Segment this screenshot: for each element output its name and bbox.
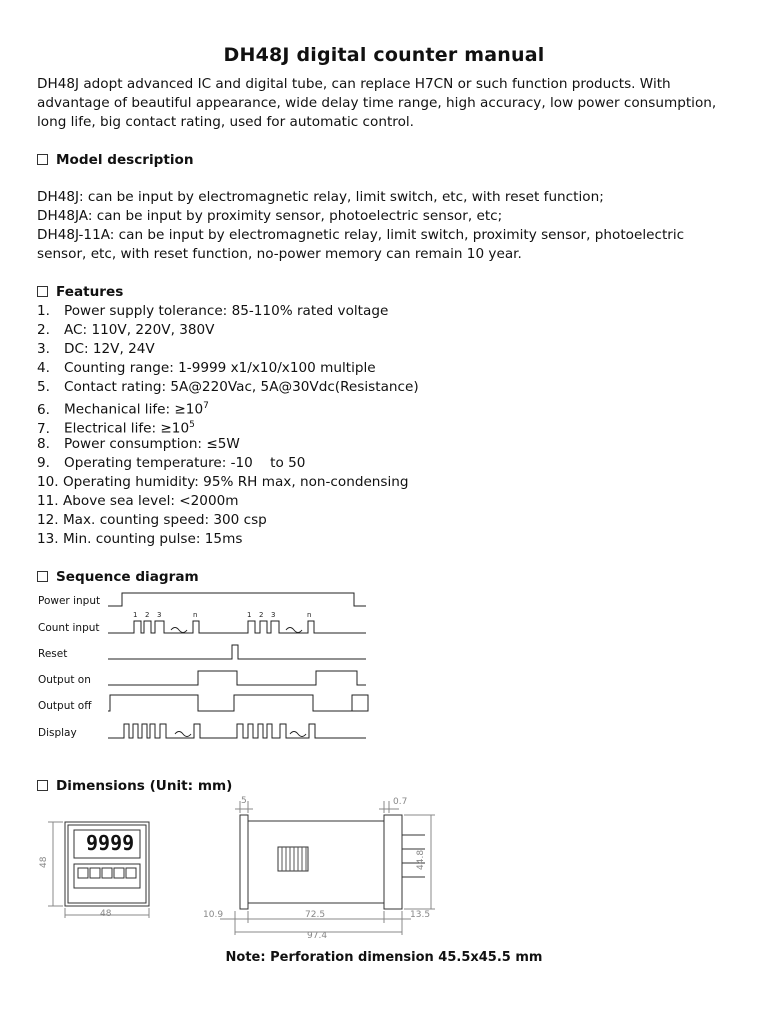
pulse-number: 3 bbox=[271, 611, 276, 619]
dim-top-left-label: 5 bbox=[241, 796, 247, 806]
display-value: 9999 bbox=[86, 831, 135, 855]
list-item: 7. Electrical life: $\ge 10^5$ bbox=[37, 420, 195, 437]
list-item: 8. Power consumption: ≤5W bbox=[37, 436, 240, 452]
dim-right-label: 13.5 bbox=[410, 910, 431, 920]
model-line: DH48JA: can be input by proximity sensor, photoelectric sensor, etc; bbox=[37, 208, 503, 224]
pulse-number: n bbox=[307, 611, 312, 619]
pulse-number: 2 bbox=[259, 611, 264, 619]
list-item: 10. Operating humidity: 95% RH max, non-condensing bbox=[37, 474, 409, 490]
output-off-wave bbox=[108, 695, 368, 711]
checkbox-icon bbox=[37, 571, 48, 582]
model-line: DH48J-11A: can be input by electromagnetic relay, limit switch, proximity sensor, photoelectric sensor, etc, with reset function, no-power memory can remain 10 year. bbox=[37, 227, 685, 262]
front-width-label: 48 bbox=[100, 909, 112, 919]
tilde-icon bbox=[290, 732, 306, 737]
label-count-input: Count input bbox=[38, 622, 100, 634]
list-item: 5. Contact rating: 5A@220Vac, 5A@30Vdc(Resistance) bbox=[37, 379, 419, 395]
list-item: 4. Counting range: 1-9999 x1/x10/x100 multiple bbox=[37, 360, 376, 376]
checkbox-icon bbox=[37, 154, 48, 165]
features-list bbox=[37, 302, 419, 549]
model-description bbox=[37, 188, 737, 264]
pulse-number: n bbox=[193, 611, 198, 619]
count-input-wave bbox=[108, 621, 366, 633]
label-display: Display bbox=[38, 727, 77, 739]
dim-top-right-label: 0.7 bbox=[393, 797, 408, 807]
features-heading: Features bbox=[37, 283, 123, 302]
list-item: 13. Min. counting pulse: 15ms bbox=[37, 531, 243, 547]
pulse-number: 2 bbox=[145, 611, 150, 619]
display-wave bbox=[108, 724, 366, 738]
list-item: 12. Max. counting speed: 300 csp bbox=[37, 512, 267, 528]
dim-body-label: 72.5 bbox=[305, 910, 326, 920]
checkbox-icon bbox=[37, 780, 48, 791]
label-output-off: Output off bbox=[38, 700, 92, 712]
output-on-wave bbox=[108, 671, 366, 685]
list-item: 2. AC: 110V, 220V, 380V bbox=[37, 322, 215, 338]
label-power-input: Power input bbox=[38, 595, 101, 607]
pulse-number: 1 bbox=[247, 611, 252, 619]
dim-total-label: 97.4 bbox=[307, 931, 328, 941]
front-height-label: 48 bbox=[39, 856, 49, 868]
power-input-wave bbox=[108, 593, 366, 606]
tilde-icon bbox=[171, 628, 187, 633]
sequence-diagram bbox=[100, 588, 380, 748]
list-item: 3. DC: 12V, 24V bbox=[37, 341, 155, 357]
perforation-note: Note: Perforation dimension 45.5x45.5 mm bbox=[225, 950, 543, 965]
checkbox-icon bbox=[37, 286, 48, 297]
model-heading: Model description bbox=[37, 151, 194, 170]
label-reset: Reset bbox=[38, 648, 68, 660]
tilde-icon bbox=[175, 732, 191, 737]
dim-left-label: 10.9 bbox=[203, 910, 224, 920]
sequence-heading: Sequence diagram bbox=[37, 568, 199, 587]
intro-paragraph: DH48J adopt advanced IC and digital tube, can replace H7CN or such function products. With advantage of beautiful appearance, wide delay time range, high accuracy, low power consumption, long life, big contact rating, used for automatic control. bbox=[37, 76, 717, 130]
pulse-number: 3 bbox=[157, 611, 162, 619]
list-item: 11. Above sea level: <2000m bbox=[37, 493, 239, 509]
label-output-on: Output on bbox=[38, 674, 91, 686]
tilde-icon bbox=[286, 628, 302, 633]
side-view-drawing bbox=[195, 795, 440, 945]
list-item: 9. Operating temperature: -10 to 50 bbox=[37, 455, 306, 471]
pulse-number: 1 bbox=[133, 611, 138, 619]
page-title: DH48J digital counter manual bbox=[223, 44, 545, 66]
reset-wave bbox=[108, 645, 366, 659]
list-item: 6. Mechanical life: $\ge 10^7$ bbox=[37, 401, 209, 418]
dim-height-label: 44.8 bbox=[416, 849, 426, 870]
model-line: DH48J: can be input by electromagnetic relay, limit switch, etc, with reset function; bbox=[37, 189, 604, 205]
list-item: 1. Power supply tolerance: 85-110% rated voltage bbox=[37, 303, 389, 319]
dimensions-heading: Dimensions (Unit: mm) bbox=[37, 777, 232, 796]
front-view-drawing bbox=[30, 812, 160, 922]
